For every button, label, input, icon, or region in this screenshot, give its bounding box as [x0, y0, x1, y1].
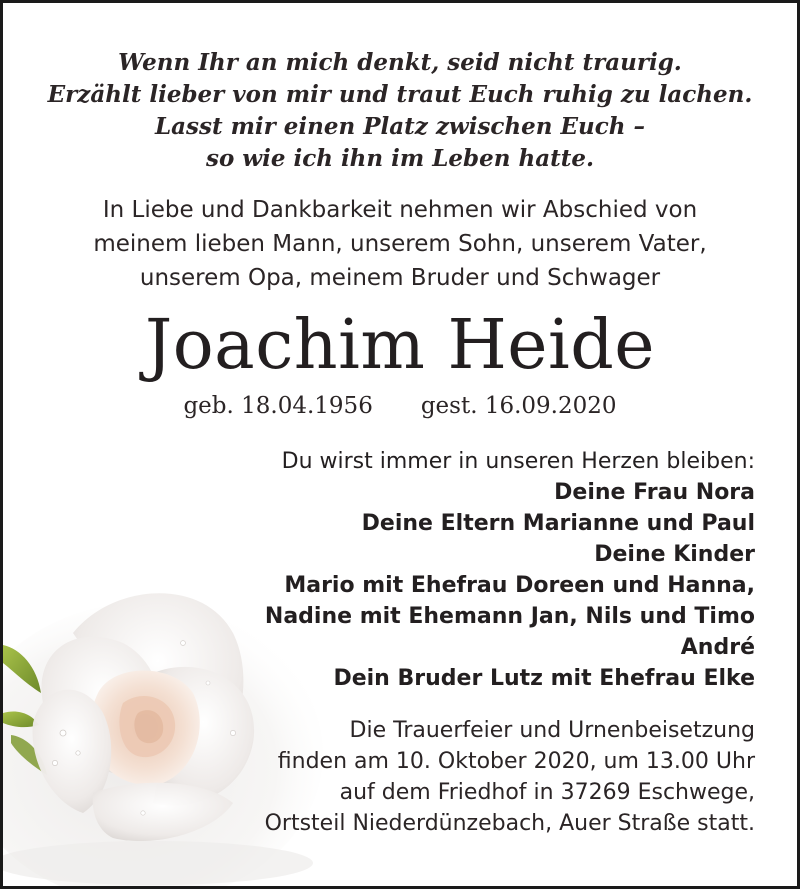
poem-line: Erzählt lieber von mir und traut Euch ruhig zu lachen. — [47, 81, 753, 108]
intro-line: unserem Opa, meinem Bruder und Schwager — [139, 265, 661, 291]
intro-line: In Liebe und Dankbarkeit nehmen wir Abschied von — [102, 197, 698, 223]
mourner-line: André — [680, 635, 755, 660]
life-dates — [3, 389, 797, 423]
mourner-line: Nadine mit Ehemann Jan, Nils und Timo — [264, 604, 755, 629]
farewell-intro — [3, 193, 797, 295]
mourners-list — [265, 446, 755, 694]
memorial-poem — [3, 47, 797, 175]
death-date: gest. 16.09.2020 — [420, 393, 617, 419]
deceased-name: Joachim Heide — [144, 306, 656, 385]
service-line: finden am 10. Oktober 2020, um 13.00 Uhr — [277, 749, 755, 774]
mourner-line: Dein Bruder Lutz mit Ehefrau Elke — [333, 666, 755, 691]
poem-line: so wie ich ihn im Leben hatte. — [206, 145, 594, 172]
mourner-line: Mario mit Ehefrau Doreen und Hanna, — [284, 573, 755, 598]
mourner-line: Deine Frau Nora — [554, 480, 755, 505]
service-line: auf dem Friedhof in 37269 Eschwege, — [339, 780, 755, 805]
birth-date: geb. 18.04.1956 — [183, 393, 373, 419]
poem-line: Wenn Ihr an mich denkt, seid nicht traurig. — [118, 49, 682, 76]
funeral-service-info — [265, 715, 755, 839]
service-line: Ortsteil Niederdünzebach, Auer Straße statt. — [264, 811, 755, 836]
mourner-line: Deine Kinder — [594, 542, 755, 567]
mourners-lead: Du wirst immer in unseren Herzen bleiben: — [281, 449, 755, 474]
mourner-line: Deine Eltern Marianne und Paul — [361, 511, 755, 536]
intro-line: meinem lieben Mann, unserem Sohn, unserem Vater, — [93, 231, 707, 257]
service-line: Die Trauerfeier und Urnenbeisetzung — [349, 718, 755, 743]
poem-line: Lasst mir einen Platz zwischen Euch – — [154, 113, 645, 140]
